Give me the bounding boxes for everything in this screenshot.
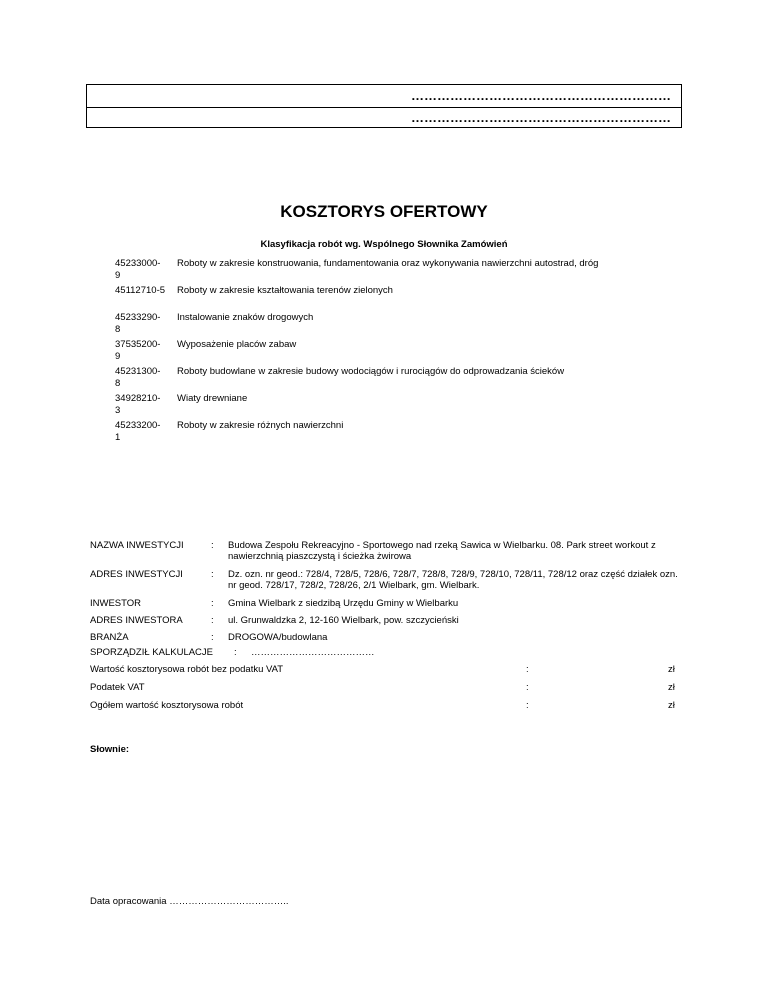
preparation-date-value: ……………………………….. [169, 896, 289, 907]
preparation-date [90, 896, 289, 907]
investment-name-value: Budowa Zespołu Rekreacyjno - Sportowego nad rzeką Sawica w Wielbarku. 08. Park street workout z nawierzchnią piaszczystą i ścieżka żwirowa [228, 540, 656, 562]
header-box [86, 84, 682, 128]
cpv-description: Roboty budowlane w zakresie budowy wodociągów i rurociągów do odprowadzania ścieków [177, 366, 565, 377]
cpv-description: Wyposażenie placów zabaw [177, 339, 297, 350]
prepared-by-label: SPORZĄDZIŁ KALKULACJE [90, 647, 214, 658]
cpv-code: 45233000-9 [115, 258, 161, 281]
investment-name-label: NAZWA INWESTYCJI [90, 540, 184, 551]
cpv-description: Wiaty drewniane [177, 393, 248, 404]
currency-unit: zł [668, 664, 675, 675]
investment-address-label: ADRES INWESTYCJI [90, 569, 183, 580]
cpv-description: Instalowanie znaków drogowych [177, 312, 314, 323]
colon: : [526, 700, 529, 711]
investment-address-value: Dz. ozn. nr geod.: 728/4, 728/5, 728/6, 728/7, 728/8, 728/9, 728/10, 728/11, 728/12 oraz część działek ozn. nr geod. 728/17, 728/2, 728/26, 2/1 Wielbark, gm. Wielbark. [228, 569, 678, 591]
colon: : [211, 615, 214, 626]
header-row [87, 107, 681, 129]
cpv-code: 45112710-5 [115, 285, 166, 296]
investor-value: Gmina Wielbark z siedzibą Urzędu Gminy w Wielbarku [228, 598, 459, 609]
preparation-date-label: Data opracowania [90, 896, 167, 907]
cpv-code: 37535200-9 [115, 339, 161, 362]
colon: : [211, 540, 214, 551]
header-dotted-line: …………………………………………………… [411, 88, 671, 103]
branch-label: BRANŻA [90, 632, 129, 643]
colon: : [526, 664, 529, 675]
net-value-label: Wartość kosztorysowa robót bez podatku VAT [90, 664, 284, 675]
cpv-description: Roboty w zakresie konstruowania, fundamentowania oraz wykonywania nawierzchni autostrad, dróg [177, 258, 599, 269]
investor-label: INWESTOR [90, 598, 142, 609]
colon: : [211, 598, 214, 609]
investor-address-label: ADRES INWESTORA [90, 615, 183, 626]
cpv-description: Roboty w zakresie kształtowania terenów zielonych [177, 285, 393, 296]
currency-unit: zł [668, 700, 675, 711]
vat-label: Podatek VAT [90, 682, 145, 693]
total-value-label: Ogółem wartość kosztorysowa robót [90, 700, 244, 711]
header-dotted-line: …………………………………………………… [411, 110, 671, 125]
cpv-code: 45231300-8 [115, 366, 161, 389]
currency-unit: zł [668, 682, 675, 693]
colon: : [211, 632, 214, 643]
colon: : [211, 569, 214, 580]
cpv-code: 45233200-1 [115, 420, 161, 443]
investor-address-value: ul. Grunwaldzka 2, 12-160 Wielbark, pow. szczycieński [228, 615, 459, 626]
branch-value: DROGOWA/budowlana [228, 632, 328, 643]
colon: : [234, 647, 237, 658]
classification-header: Klasyfikacja robót wg. Wspólnego Słownika Zamówień [260, 239, 508, 250]
header-row [87, 85, 681, 108]
cpv-description: Roboty w zakresie różnych nawierzchni [177, 420, 344, 431]
colon: : [526, 682, 529, 693]
cpv-code: 45233290-8 [115, 312, 161, 335]
cpv-code: 34928210-3 [115, 393, 161, 416]
document-title: KOSZTORYS OFERTOWY [280, 202, 488, 221]
in-words-label: Słownie: [90, 744, 130, 755]
prepared-by-value: ………………………………… [251, 647, 375, 658]
